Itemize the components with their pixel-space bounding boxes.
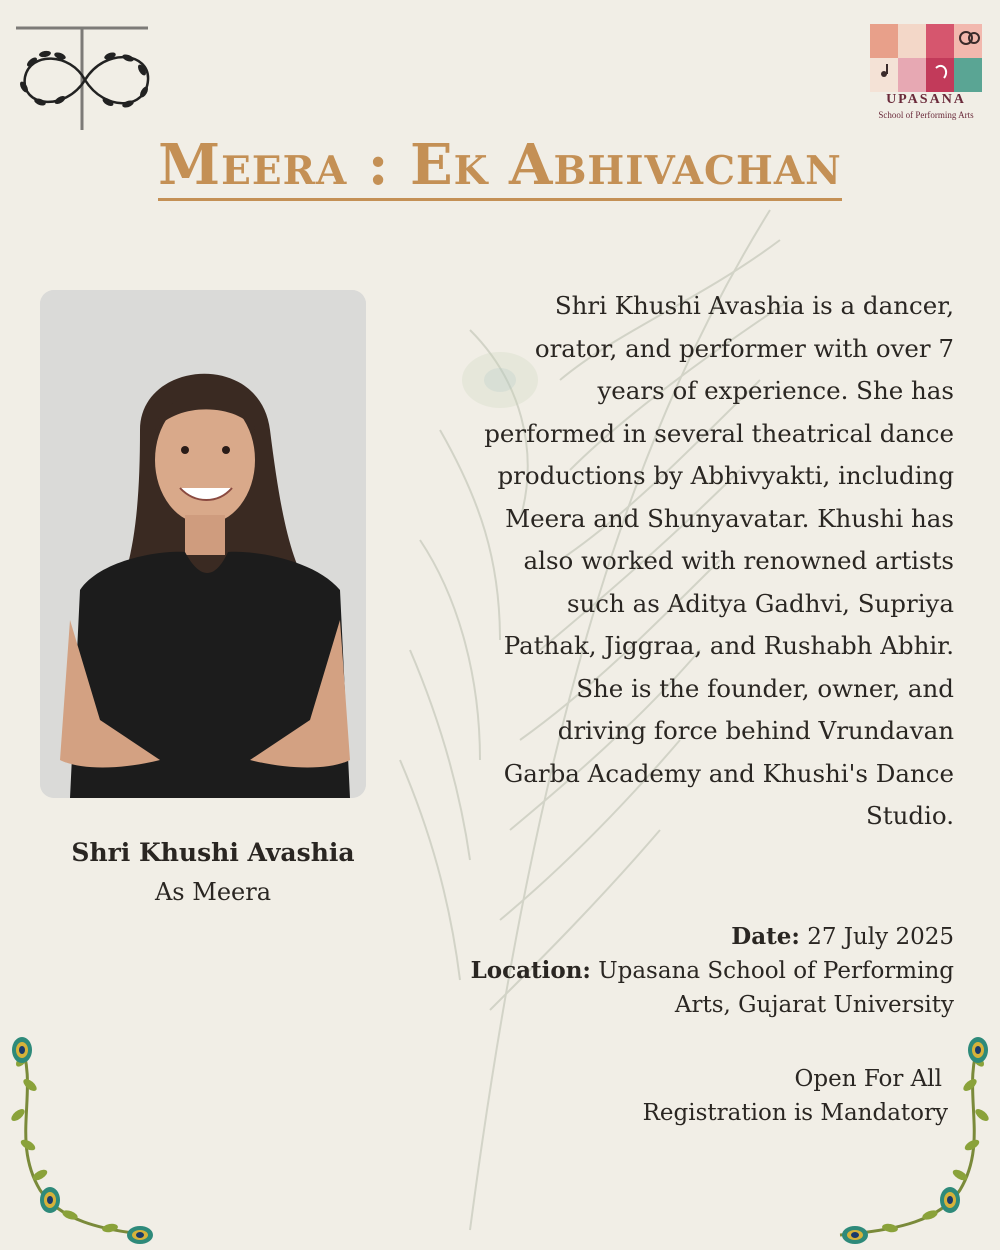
- performer-name: Shri Khushi Avashia: [71, 838, 355, 867]
- event-location: [440, 954, 954, 988]
- bio-line: productions by Abhivyakti, including: [497, 461, 954, 490]
- bio-line: Pathak, Jiggraa, and Rushabh Abhir.: [503, 631, 954, 660]
- upasana-logo: [866, 24, 986, 124]
- performer-photo: [40, 290, 366, 798]
- upasana-logo-subtitle: School of Performing Arts: [878, 110, 974, 120]
- performer-bio: [440, 285, 954, 838]
- date-label: Date:: [731, 923, 800, 950]
- upasana-logo-name: UPASANA: [886, 92, 966, 107]
- open-for-all: Open For All: [794, 1066, 942, 1092]
- date-value: 27 July 2025: [807, 924, 954, 950]
- leaf-vine-logo-icon: [10, 22, 160, 137]
- location-label: Location:: [470, 957, 591, 984]
- bio-line: Studio.: [865, 801, 954, 830]
- bio-line: also worked with renowned artists: [523, 546, 954, 575]
- event-details: [440, 920, 954, 1022]
- bio-line: driving force behind Vrundavan: [557, 716, 954, 745]
- performing-arts-logo-icon: [870, 24, 982, 92]
- location-value-line1: Upasana School of Performing: [598, 958, 954, 984]
- bio-line: years of experience. She has: [597, 376, 954, 405]
- event-date: [440, 920, 954, 954]
- performer-portrait-icon: [40, 290, 366, 798]
- peacock-feather-vine-icon: [0, 1030, 170, 1250]
- bio-line: Meera and Shunyavatar. Khushi has: [505, 503, 954, 533]
- bio-line: Shri Khushi Avashia is a dancer,: [554, 291, 954, 320]
- page-title: Meera : Ek Abhivachan: [0, 132, 1000, 198]
- bio-line: performed in several theatrical dance: [484, 418, 954, 448]
- performer-role: As Meera: [154, 878, 272, 906]
- peacock-feather-vine-icon: [820, 1030, 1000, 1250]
- bio-line: such as Aditya Gadhvi, Supriya: [566, 588, 954, 618]
- bio-line: She is the founder, owner, and: [576, 673, 954, 703]
- registration-note: Registration is Mandatory: [642, 1100, 948, 1126]
- bio-line: Garba Academy and Khushi's Dance: [503, 758, 954, 788]
- location-value-line2: Arts, Gujarat University: [674, 992, 954, 1018]
- bio-line: orator, and performer with over 7: [534, 333, 954, 363]
